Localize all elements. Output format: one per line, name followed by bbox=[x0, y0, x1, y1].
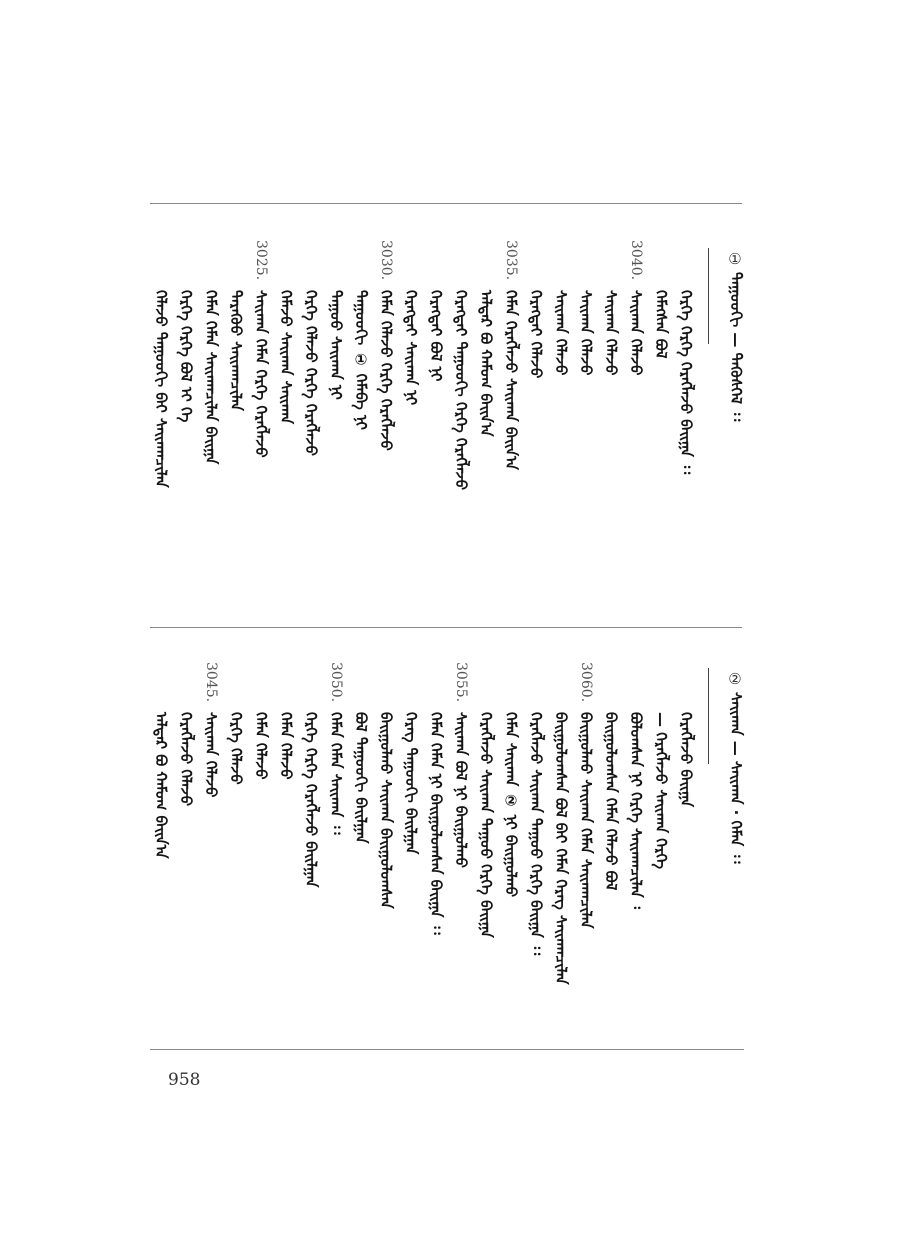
verse-line: ᠬᠡᠷᠡᠭᠲᠡᠢ ᠬᠡᠯᠡᠵᠦ bbox=[527, 290, 545, 379]
verse-line: ᠰᠠᠢᠬᠠᠨ ᠬᠡᠯᠡᠵᠦ bbox=[552, 290, 570, 376]
verse-line: ᠬᠡᠷᠡᠭᠯᠡᠵᠦ ᠰᠠᠢᠬᠠᠨ ᠳᠠᠭᠤᠤ ᠬᠡᠷᠭᠡ ᠪᠠᠢᠭᠠ ᠄᠄ bbox=[527, 712, 545, 956]
verse-line: ᠰᠠᠢᠬᠠᠨ ᠪᠣᠯ ᠨᠢ ᠪᠠᠢᠭᠤᠯᠬᠤ bbox=[452, 712, 470, 868]
verse-line: ᠬᠡᠷᠭᠡ ᠬᠡᠯᠡᠵᠦ bbox=[227, 712, 245, 785]
line-number: 3030. bbox=[378, 240, 394, 281]
line-number: 3035. bbox=[503, 240, 519, 281]
verse-line: ᠬᠡᠮᠡᠨ ᠬᠡᠮᠡᠨ ᠰᠠᠢᠬᠠᠨᠴᠢᠯᠠᠨ ᠪᠠᠢᠭᠠ bbox=[202, 290, 220, 465]
page-number: 958 bbox=[168, 1070, 201, 1090]
verse-line: ᠬᠡᠷᠭᠡ ᠬᠡᠷᠭᠡ ᠬᠡᠷᠡᠭᠯᠡᠵᠦ ᠪᠠᠢᠭᠠ ᠄᠄ bbox=[677, 290, 695, 475]
verse-line: ᠲᠡᠷᠡᠭᠦᠦ ᠰᠠᠢᠬᠠᠨᠴᠢᠯᠠᠨ bbox=[227, 290, 245, 411]
verse-line: ᠬᠡᠮᠡᠨ ᠬᠡᠯᠡᠵᠦ bbox=[277, 712, 295, 780]
verse-line: ᠪᠠᠢᠭᠤᠯᠬᠤ ᠰᠠᠢᠬᠠᠨ ᠪᠠᠢᠭᠤᠯᠤᠭᠰᠠᠨ bbox=[377, 712, 395, 909]
verse-line: ᠬᠡᠮᠡᠨ ᠰᠠᠢᠬᠠᠨ ② ᠨᠢ ᠪᠠᠢᠭᠤᠯᠬᠤ bbox=[502, 712, 520, 898]
top-rule bbox=[150, 203, 742, 204]
verse-line: ᠬᠡᠯᠡᠵᠦ ᠳᠠᠭᠤᠤᠬᠢ ᠪᠠᠢ ᠰᠠᠢᠬᠠᠨᠴᠢᠯᠠᠨ bbox=[152, 290, 170, 488]
footnote-rule-1 bbox=[708, 248, 709, 344]
verse-line: ᠬᠡᠷᠡᠭᠲᠡᠢ ᠰᠠᠢᠬᠠᠨ ᠨᠢ bbox=[402, 290, 420, 406]
verse-line: ᠪᠠᠢᠭᠤᠯᠬᠤ ᠰᠠᠢᠬᠠᠨ ᠬᠡᠮᠡᠨ ᠰᠠᠢᠬᠠᠨᠴᠢᠯᠠᠨ bbox=[577, 712, 595, 929]
verse-line: ᠬᠡᠷᠡᠭᠲᠡᠢ ᠪᠣᠯ ᠨᠢ bbox=[427, 290, 445, 382]
verse-line: ᠳᠠᠭᠤᠤ ᠰᠠᠢᠬᠠᠨ ᠨᠢ bbox=[327, 290, 345, 400]
verse-line: ᠰᠠᠢᠬᠠᠨ ᠬᠡᠯᠡᠵᠦ bbox=[602, 290, 620, 376]
verse-line: ᠰᠠᠢᠬᠠᠨ ᠬᠡᠮᠡᠨ ᠬᠡᠷᠭᠡ ᠬᠡᠷᠡᠭᠯᠡᠵᠦ bbox=[252, 290, 270, 458]
verse-line: ᠳᠠᠭᠤᠤᠬᠢ ① ᠬᠡᠮᠡᠪᠡ ᠨᠢ bbox=[352, 290, 370, 430]
verse-line: ᠬᠡᠮᠡᠵᠦ ᠰᠠᠢᠬᠠᠨ ᠰᠠᠢᠬᠠᠨ bbox=[277, 290, 295, 425]
verse-line: ᠬᠡᠷᠭᠡ ᠬᠡᠯᠡᠵᠦ ᠬᠡᠷᠭᠡ ᠬᠡᠷᠡᠭᠯᠡᠵᠦ bbox=[302, 290, 320, 456]
verse-line: — ᠬᠡᠷᠡᠭᠯᠡᠵᠦ ᠰᠠᠢᠬᠠᠨ ᠬᠡᠷᠭᠡ bbox=[652, 712, 670, 869]
verse-line: ᠰᠠᠢᠬᠠᠨ ᠬᠡᠯᠡᠵᠦ bbox=[202, 712, 220, 798]
footnote-text-1: ᠳᠠᠭᠤᠤᠬᠢ — ᠲᠡᠭᠦᠰᠬᠡᠯ ᠄᠄ bbox=[727, 272, 745, 422]
middle-rule bbox=[150, 627, 742, 628]
footnote-marker-1: ① bbox=[726, 250, 744, 268]
verse-line: ᠬᠡᠮᠡᠨ ᠬᠡᠯᠡᠵᠦ ᠬᠡᠷᠭᠡ ᠬᠡᠷᠡᠭᠯᠡᠵᠦ bbox=[377, 290, 395, 451]
verse-line: ᠬᠡᠮᠡᠨ ᠬᠡᠮᠡᠨ ᠨᠢ ᠪᠠᠢᠭᠤᠯᠤᠭᠰᠠᠨ ᠪᠠᠢᠭᠠ ᠄᠄ bbox=[427, 712, 445, 935]
verse-line: ᠬᠡᠮᠡᠨ ᠬᠡᠯᠡᠵᠦ bbox=[252, 712, 270, 780]
line-number: 3040. bbox=[628, 240, 644, 281]
verse-line: ᠬᠡᠷᠡᠭᠯᠡᠵᠦ ᠬᠡᠯᠡᠵᠦ bbox=[177, 712, 195, 807]
footnote-rule-2 bbox=[708, 668, 709, 764]
verse-line: ᠪᠠᠢᠭᠤᠯᠤᠭᠰᠠᠨ ᠬᠡᠮᠡᠨ ᠬᠡᠯᠡᠵᠦ ᠪᠣᠯ bbox=[602, 712, 620, 891]
verse-line: ᠬᠡᠷᠡᠭ ᠳᠠᠭᠤᠤᠬᠢ ᠪᠠᠢᠯᠭᠠᠨ bbox=[402, 712, 420, 855]
verse-line: ᠪᠣᠯᠤᠭᠰᠠᠨ ᠨᠢ ᠬᠡᠷᠭᠡ ᠰᠠᠢᠬᠠᠨᠴᠢᠯᠠᠨ ᠄ bbox=[627, 712, 645, 909]
verse-line: ᠬᠡᠷᠭᠡ ᠬᠡᠷᠭᠡ ᠬᠡᠷᠡᠭᠯᠡᠵᠦ ᠪᠠᠢᠯᠭᠠᠨ bbox=[302, 712, 320, 888]
verse-line: ᠠᠯᠳᠠᠷ ᠪᠣ ᠬᠠᠮᠤᠭ ᠪᠠᠢᠨ᠎ᠠ bbox=[152, 712, 170, 859]
verse-line: ᠠᠯᠳᠠᠷ ᠪᠣ ᠬᠠᠮᠤᠭ ᠪᠠᠢᠨ᠎ᠠ bbox=[477, 290, 495, 437]
verse-line: ᠬᠡᠷᠭᠡ ᠬᠡᠷᠭᠡ ᠪᠣᠯ ᠢ ᠬᠡ bbox=[177, 290, 195, 423]
footnote-text-2: ᠰᠠᠢᠬᠠᠨ — ᠰᠠᠢᠬᠠᠨ · ᠬᠡᠮᠡᠨ ᠄᠄ bbox=[727, 692, 745, 864]
verse-line: ᠬᠡᠮᠡᠨ ᠬᠡᠮᠡᠨ ᠰᠠᠢᠬᠠᠨ ᠄᠄ bbox=[327, 712, 345, 835]
line-number: 3060. bbox=[578, 662, 594, 703]
footnote-marker-2: ② bbox=[726, 670, 744, 688]
line-number: 3055. bbox=[453, 662, 469, 703]
line-number: 3025. bbox=[253, 240, 269, 281]
verse-line: ᠬᠡᠷᠡᠭᠯᠡᠵᠦ ᠪᠠᠢᠭᠠ bbox=[677, 712, 695, 807]
bottom-rule bbox=[150, 1049, 744, 1050]
verse-line: ᠪᠠᠢᠭᠤᠯᠤᠭᠰᠠᠨ ᠪᠣᠯ ᠪᠠᠢ ᠬᠡᠮᠡᠨ ᠬᠡᠷᠡᠭ ᠰᠠᠢᠬᠠᠨᠴᠢᠯᠠᠨ bbox=[552, 712, 570, 985]
verse-line: ᠬᠡᠷᠡᠭᠯᠡᠵᠦ ᠰᠠᠢᠬᠠᠨ ᠳᠠᠭᠤᠤ ᠬᠡᠷᠭᠡ ᠪᠠᠢᠭᠠ bbox=[477, 712, 495, 938]
verse-line: ᠪᠣᠯ ᠳᠠᠭᠤᠤᠬᠢ ᠪᠠᠢᠯᠭᠠᠨ bbox=[352, 712, 370, 844]
verse-line: ᠬᠡᠮᠡᠭᠰᠡᠨ ᠪᠣᠯ bbox=[652, 290, 670, 359]
verse-line: ᠬᠡᠮᠡᠨ ᠬᠡᠷᠡᠭᠯᠡᠵᠦ ᠰᠠᠢᠬᠠᠨ ᠪᠠᠢᠨ᠎ᠠ bbox=[502, 290, 520, 470]
line-number: 3045. bbox=[203, 662, 219, 703]
line-number: 3050. bbox=[328, 662, 344, 703]
verse-line: ᠬᠡᠷᠡᠭᠲᠡᠢ ᠳᠠᠭᠤᠤᠬᠢ ᠬᠡᠷᠭᠡ ᠬᠡᠷᠡᠭᠯᠡᠵᠦ bbox=[452, 290, 470, 490]
verse-line: ᠰᠠᠢᠬᠠᠨ ᠬᠡᠯᠡᠵᠦ bbox=[577, 290, 595, 376]
verse-line: ᠰᠠᠢᠬᠠᠨ ᠬᠡᠯᠡᠵᠦ bbox=[627, 290, 645, 376]
